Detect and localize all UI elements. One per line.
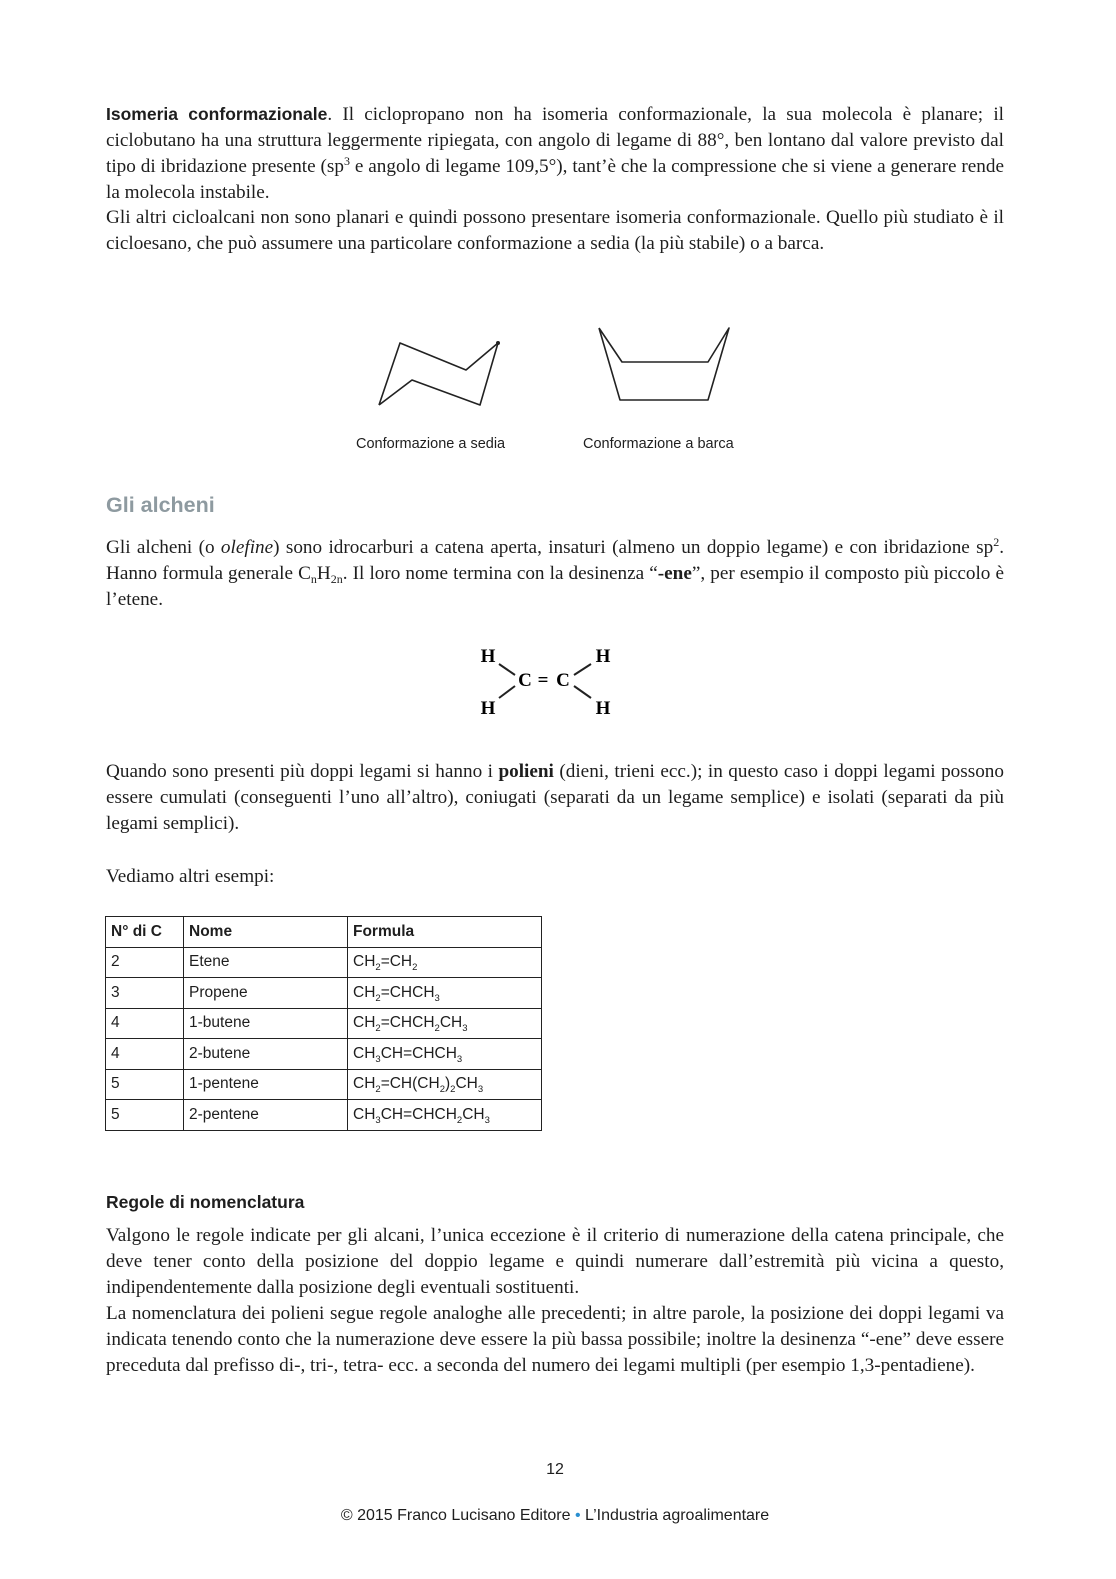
chair-caption: Conformazione a sedia	[356, 436, 506, 452]
boat-caption: Conformazione a barca	[583, 436, 734, 452]
olefine-italic: olefine	[220, 537, 274, 558]
cell-n-carbon: 2	[106, 947, 184, 978]
ethene-double-bond: =	[537, 670, 549, 691]
alkenes-table	[105, 916, 542, 1131]
formula-text: CH	[353, 983, 376, 1001]
table-header-row	[106, 917, 542, 948]
boat-conformation-figure	[590, 320, 740, 410]
cell-n-carbon: 5	[106, 1069, 184, 1100]
formula-text: CH	[353, 953, 376, 971]
alcheni-text-d: H	[316, 563, 331, 584]
cell-formula	[348, 978, 542, 1009]
formula-subscript: 3	[456, 1053, 463, 1065]
alcheni-heading: Gli alcheni	[106, 493, 215, 517]
alcheni-text-f: ”, per esempio il composto più piccolo è l’etene.	[106, 563, 1004, 610]
sp2-superscript: 2	[993, 535, 1000, 549]
formula-subscript: 2	[375, 992, 381, 1004]
cell-n-carbon: 3	[106, 978, 184, 1009]
polieni-text-a: Quando sono presenti più doppi legami si hanno i	[106, 761, 499, 782]
formula-subscript: 2	[456, 1114, 463, 1126]
formula-text: CH=CHCH	[380, 1105, 457, 1123]
cell-n-carbon: 4	[106, 1039, 184, 1070]
ethene-h-top-left: H	[480, 646, 496, 667]
formula-subscript: 3	[462, 1023, 468, 1035]
polieni-text-b: (dieni, trieni ecc.); in questo caso i doppi legami possono essere cumulati (conseguenti l’uno all’altro), coniugati (separati da un legame semplice) e isolati (separati da più legami semplici).	[106, 761, 1004, 834]
alcheni-paragraph	[106, 535, 1004, 613]
formula-subscript: 2	[439, 1084, 445, 1096]
ethene-h-top-right: H	[595, 646, 611, 667]
formula-subscript: 2	[450, 1084, 456, 1096]
cell-name: 1-pentene	[184, 1069, 348, 1100]
cell-name: 2-butene	[184, 1039, 348, 1070]
regole-paragraph-2: La nomenclatura dei polieni segue regole analoghe alle precedenti; in altre parole, la posizione dei doppi legami va indicata tenendo conto che la numerazione deve essere la più bassa possibile; inoltre la desinenza “-ene” deve essere preceduta dal prefisso di-, tri-, tetra- ecc. a seconda del numero dei legami multipli (per esempio 1,3-pentadiene).	[106, 1303, 1004, 1376]
formula-text: =CHCH	[380, 983, 435, 1001]
isomeria-lead: Isomeria conformazionale	[106, 104, 328, 124]
ethene-c-left: C	[518, 670, 532, 691]
cell-name: Etene	[184, 947, 348, 978]
alcheni-text-e: . Il loro nome termina con la desinenza “	[342, 563, 658, 584]
formula-text: )	[444, 1075, 451, 1093]
ethene-c-right: C	[556, 670, 570, 691]
formula-subscript: 2	[412, 962, 418, 974]
page-number: 12	[546, 1461, 564, 1478]
header-formula: Formula	[348, 917, 542, 948]
formula-text: CH	[462, 1105, 485, 1123]
formula-subscript: 2	[375, 1023, 381, 1035]
table-row	[106, 978, 542, 1009]
cell-name: 1-butene	[184, 1008, 348, 1039]
polieni-paragraph	[106, 759, 1004, 837]
cicloalcani-paragraph: Gli altri cicloalcani non sono planari e quindi possono presentare isomeria conformazionale. Quello più studiato è il cicloesano, che può assumere una particolare conformazione a sedia (la più stabile) o a barca.	[106, 207, 1004, 254]
cell-formula	[348, 947, 542, 978]
formula-subscript: 3	[375, 1053, 381, 1065]
formula-text: CH	[353, 1105, 376, 1123]
ene-suffix-bold: -ene	[657, 563, 692, 584]
ethene-structure	[470, 640, 620, 720]
header-n-carbon: N° di C	[106, 917, 184, 948]
formula-subscript: 2	[375, 1084, 381, 1096]
isomeria-text-b: e angolo di legame 109,5°), tant’è che la compressione che si viene a generare rende la molecola instabile.	[106, 156, 1004, 203]
formula-text: CH	[353, 1044, 376, 1062]
table-row	[106, 1039, 542, 1070]
header-name: Nome	[184, 917, 348, 948]
ethene-h-bottom-left: H	[480, 698, 496, 719]
isomeria-text-a: . Il ciclopropano non ha isomeria conformazionale, la sua molecola è planare; il ciclobutano ha una struttura leggermente ripiegata, con angolo di legame di 88°, ben lontano dal valore previsto dal tipo di ibridazione presente (sp	[106, 104, 1004, 177]
formula-text: =CHCH	[380, 1014, 435, 1032]
formula-text: CH	[439, 1014, 463, 1032]
formula-subscript: 3	[484, 1114, 490, 1126]
cell-n-carbon: 5	[106, 1100, 184, 1131]
polieni-bold: polieni	[498, 761, 554, 782]
footer-title: L’Industria agroalimentare	[585, 1507, 770, 1524]
isomeria-paragraph	[106, 101, 1004, 206]
formula-subscript: 3	[375, 1114, 381, 1126]
formula-text: CH	[353, 1075, 376, 1093]
formula-text: =CH	[380, 953, 413, 971]
table-row	[106, 1008, 542, 1039]
formula-subscript: 3	[434, 992, 440, 1004]
page-footer	[0, 1507, 1110, 1525]
formula-subscript: 3	[477, 1084, 484, 1096]
ethene-h-bottom-right: H	[595, 698, 611, 719]
cell-name: 2-pentene	[184, 1100, 348, 1131]
formula-subscript: 2	[375, 962, 381, 974]
alcheni-text-b: ) sono idrocarburi a catena aperta, insaturi (almeno un doppio legame) e con ibridazione sp	[273, 537, 994, 558]
cell-formula	[348, 1039, 542, 1070]
cell-name: Propene	[184, 978, 348, 1009]
cell-formula	[348, 1008, 542, 1039]
regole-paragraph-1: Valgono le regole indicate per gli alcani, l’unica eccezione è il criterio di numerazione della catena principale, che deve tener conto della posizione del doppio legame e quindi numerare dall’estremità più vicina a questo, indipendentemente dalla posizione degli eventuali sostituenti.	[106, 1225, 1004, 1298]
table-row	[106, 1069, 542, 1100]
cell-n-carbon: 4	[106, 1008, 184, 1039]
regole-heading: Regole di nomenclatura	[106, 1192, 305, 1212]
table-row	[106, 947, 542, 978]
formula-text: CH	[455, 1075, 478, 1093]
sp3-superscript: 3	[343, 154, 350, 168]
cell-formula	[348, 1100, 542, 1131]
formula-text: =CH(CH	[380, 1075, 440, 1093]
footer-separator: •	[574, 1507, 581, 1524]
formula-sub-2n: 2n	[330, 572, 343, 586]
cell-formula	[348, 1069, 542, 1100]
esempi-paragraph: Vediamo altri esempi:	[106, 866, 275, 887]
alcheni-text-a: Gli alcheni (o	[106, 537, 221, 558]
footer-copyright: © 2015 Franco Lucisano Editore	[340, 1507, 571, 1524]
alcheni-text-c: . Hanno formula generale C	[106, 537, 1004, 584]
formula-text: CH=CHCH	[380, 1044, 457, 1062]
formula-text: CH	[353, 1014, 376, 1032]
table-row	[106, 1100, 542, 1131]
chair-conformation-figure	[370, 335, 510, 415]
formula-sub-n: n	[310, 572, 317, 586]
formula-subscript: 2	[434, 1023, 440, 1035]
